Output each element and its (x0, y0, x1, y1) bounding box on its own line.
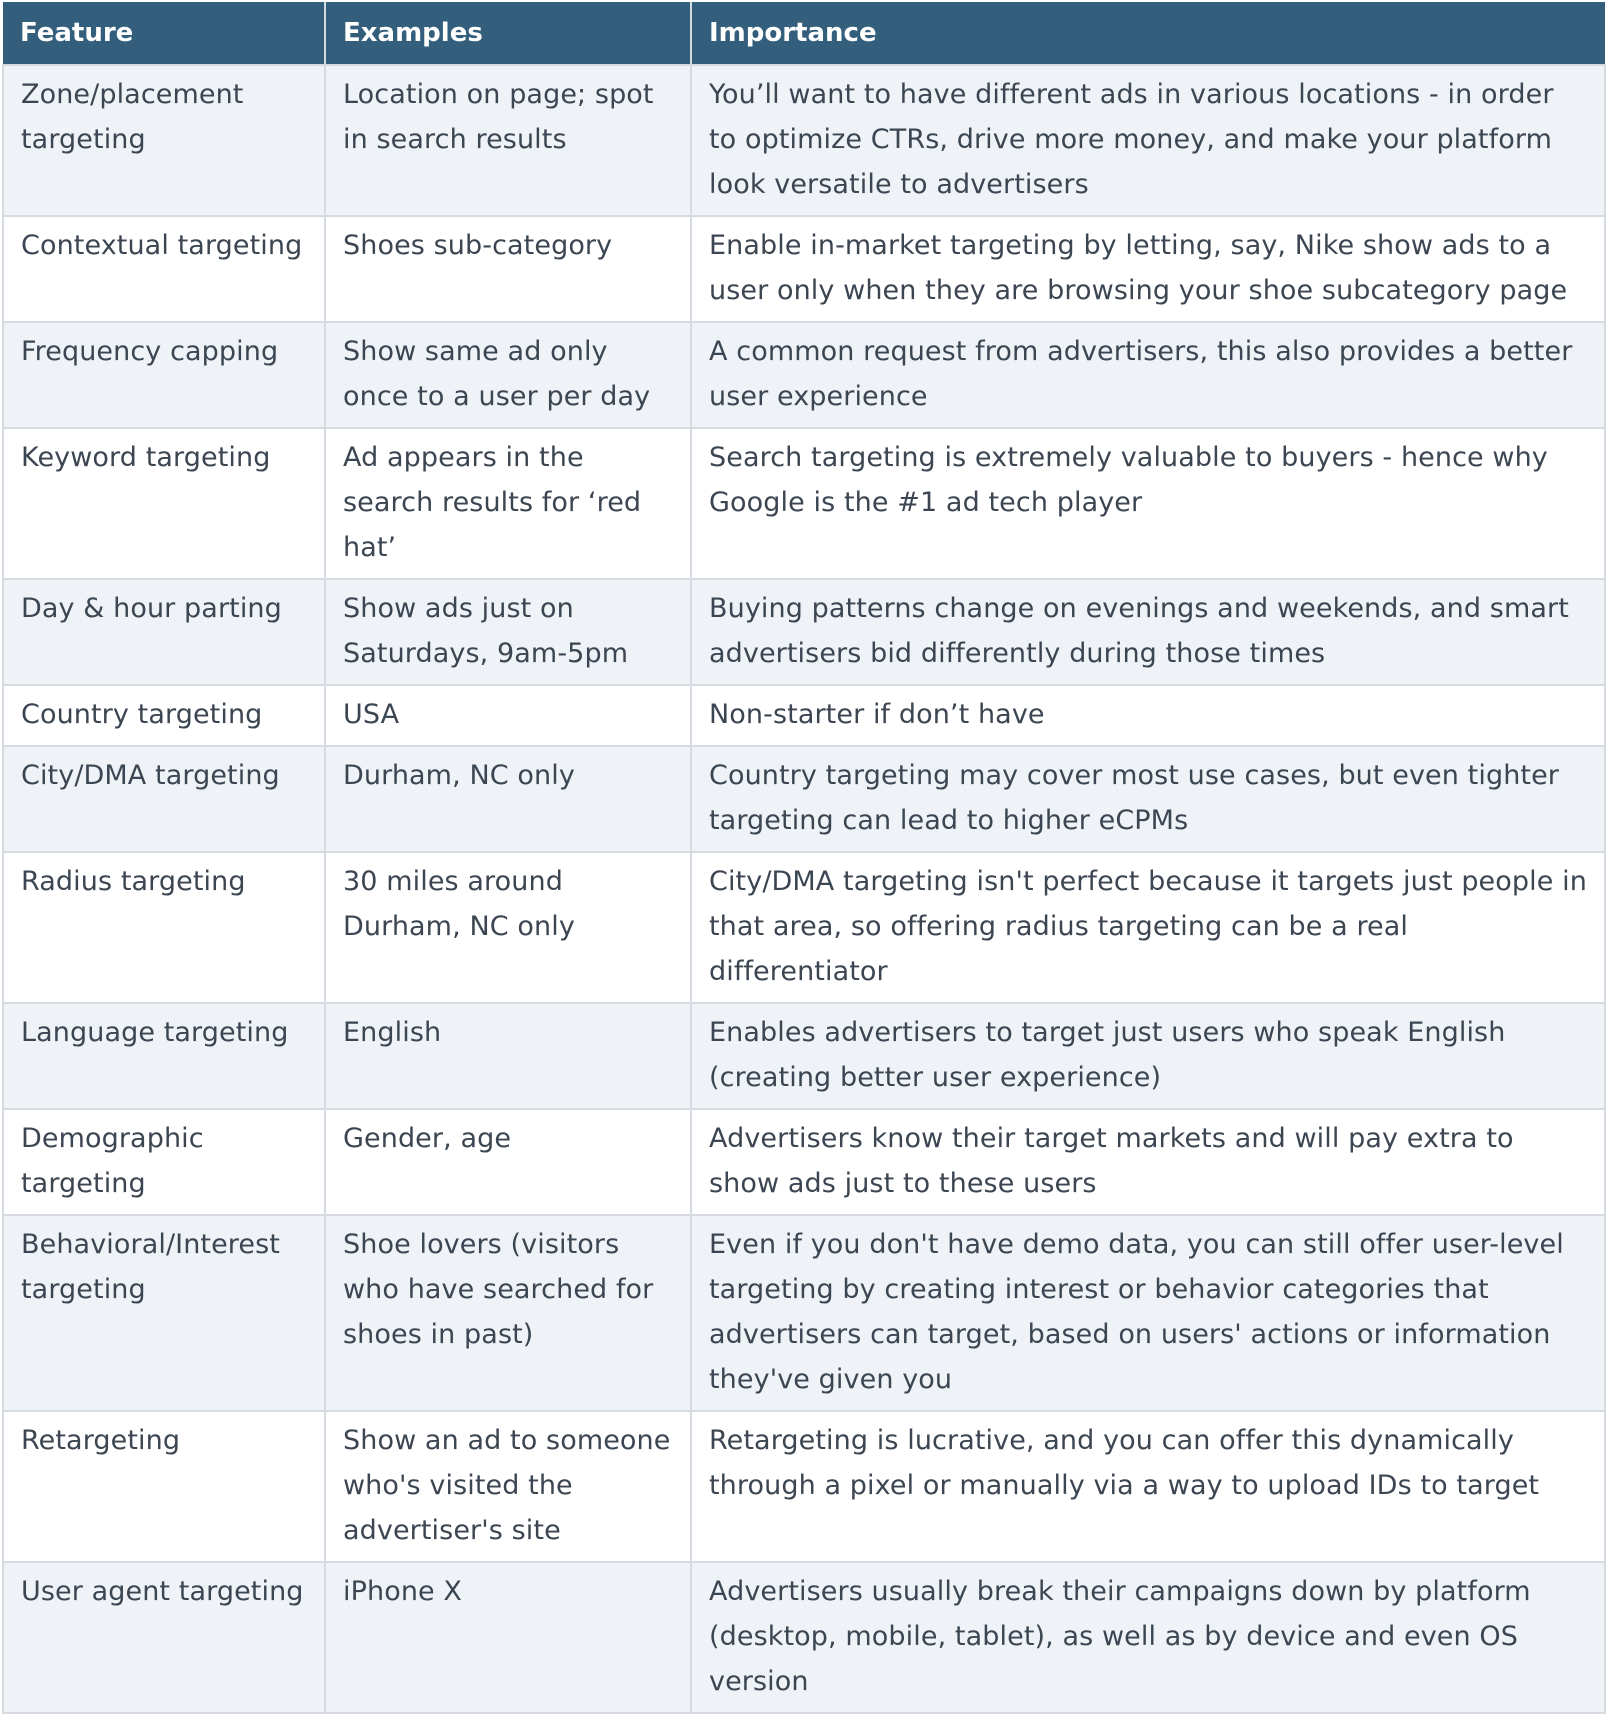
table-row (3, 1215, 1605, 1411)
cell-feature: Contextual targeting (3, 216, 325, 322)
cell-examples: Show same ad only once to a user per day (325, 322, 691, 428)
table-row (3, 65, 1605, 216)
table-header (3, 2, 1605, 65)
header-row (3, 2, 1605, 65)
cell-feature: Country targeting (3, 685, 325, 746)
header-importance: Importance (691, 2, 1605, 65)
table-row (3, 1411, 1605, 1562)
cell-importance: Country targeting may cover most use cases, but even tighter targeting can lead to higher eCPMs (691, 746, 1605, 852)
cell-importance: Buying patterns change on evenings and weekends, and smart advertisers bid differently during those times (691, 579, 1605, 685)
cell-feature: User agent targeting (3, 1562, 325, 1713)
cell-importance: Advertisers know their target markets and will pay extra to show ads just to these users (691, 1109, 1605, 1215)
cell-importance: Advertisers usually break their campaigns down by platform (desktop, mobile, tablet), as well as by device and even OS version (691, 1562, 1605, 1713)
cell-examples: Show ads just on Saturdays, 9am-5pm (325, 579, 691, 685)
cell-feature: Behavioral/Interest targeting (3, 1215, 325, 1411)
table-row (3, 685, 1605, 746)
cell-importance: You’ll want to have different ads in various locations - in order to optimize CTRs, drive more money, and make your platform look versatile to advertisers (691, 65, 1605, 216)
cell-importance: Enables advertisers to target just users who speak English (creating better user experience) (691, 1003, 1605, 1109)
cell-examples: Shoe lovers (visitors who have searched for shoes in past) (325, 1215, 691, 1411)
cell-feature: Keyword targeting (3, 428, 325, 579)
cell-examples: Show an ad to someone who's visited the advertiser's site (325, 1411, 691, 1562)
table-row (3, 428, 1605, 579)
cell-importance: A common request from advertisers, this also provides a better user experience (691, 322, 1605, 428)
cell-importance: Non-starter if don’t have (691, 685, 1605, 746)
table-row (3, 1003, 1605, 1109)
cell-feature: Frequency capping (3, 322, 325, 428)
table-row (3, 852, 1605, 1003)
cell-examples: Shoes sub-category (325, 216, 691, 322)
table-row (3, 579, 1605, 685)
targeting-features-table-container (2, 2, 1604, 1714)
header-feature: Feature (3, 2, 325, 65)
cell-importance: Search targeting is extremely valuable to buyers - hence why Google is the #1 ad tech player (691, 428, 1605, 579)
cell-feature: Radius targeting (3, 852, 325, 1003)
cell-examples: English (325, 1003, 691, 1109)
cell-feature: Retargeting (3, 1411, 325, 1562)
table-row (3, 216, 1605, 322)
cell-examples: Durham, NC only (325, 746, 691, 852)
table-row (3, 746, 1605, 852)
cell-examples: iPhone X (325, 1562, 691, 1713)
cell-feature: Zone/placement targeting (3, 65, 325, 216)
table-row (3, 322, 1605, 428)
cell-examples: Ad appears in the search results for ‘red hat’ (325, 428, 691, 579)
cell-examples: 30 miles around Durham, NC only (325, 852, 691, 1003)
cell-feature: Demographic targeting (3, 1109, 325, 1215)
cell-feature: Language targeting (3, 1003, 325, 1109)
cell-examples: Gender, age (325, 1109, 691, 1215)
cell-importance: Retargeting is lucrative, and you can offer this dynamically through a pixel or manually via a way to upload IDs to target (691, 1411, 1605, 1562)
cell-feature: Day & hour parting (3, 579, 325, 685)
table-row (3, 1109, 1605, 1215)
cell-feature: City/DMA targeting (3, 746, 325, 852)
cell-importance: City/DMA targeting isn't perfect because it targets just people in that area, so offering radius targeting can be a real differentiator (691, 852, 1605, 1003)
cell-importance: Even if you don't have demo data, you can still offer user-level targeting by creating interest or behavior categories that advertisers can target, based on users' actions or information they've given you (691, 1215, 1605, 1411)
cell-examples: USA (325, 685, 691, 746)
table-row (3, 1562, 1605, 1713)
header-examples: Examples (325, 2, 691, 65)
cell-importance: Enable in-market targeting by letting, say, Nike show ads to a user only when they are browsing your shoe subcategory page (691, 216, 1605, 322)
table-body (3, 65, 1605, 1713)
cell-examples: Location on page; spot in search results (325, 65, 691, 216)
targeting-features-table (2, 2, 1606, 1714)
